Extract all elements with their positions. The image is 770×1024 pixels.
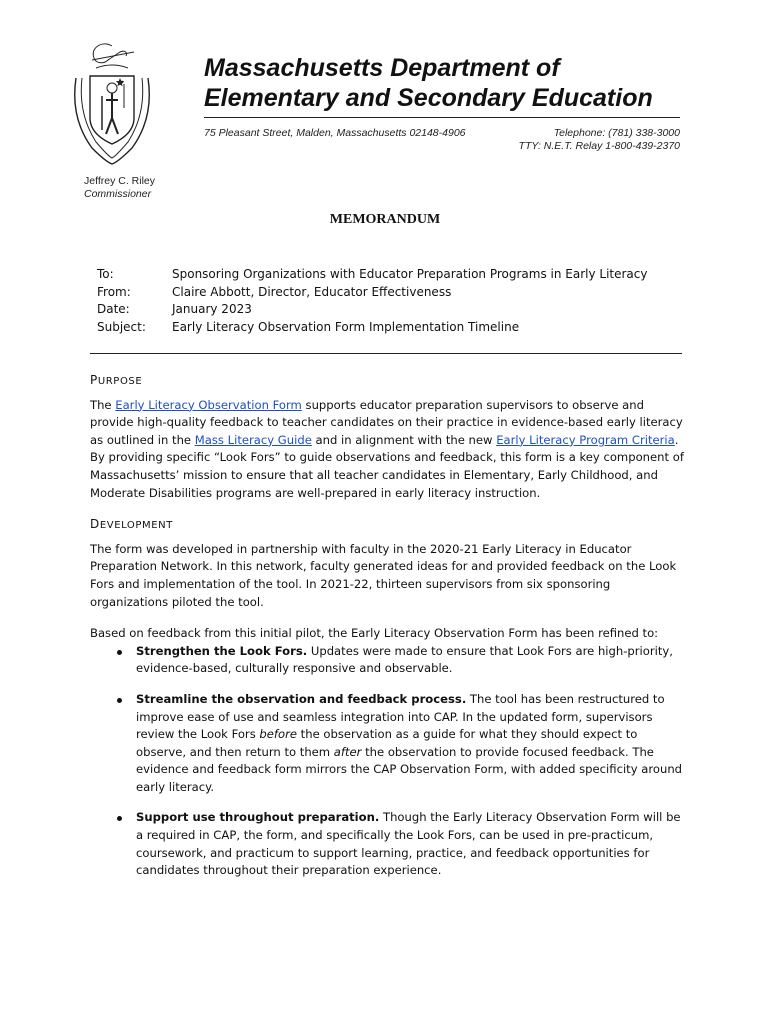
agency-telephone: Telephone: (781) 338-3000	[553, 127, 680, 139]
agency-address: 75 Pleasant Street, Malden, Massachusetts 02148-4906	[204, 127, 466, 139]
memo-body	[90, 372, 684, 880]
from-value: Claire Abbott, Director, Educator Effectiveness	[172, 284, 452, 299]
purpose-paragraph: The Early Literacy Observation Form supports educator preparation supervisors to observe and provide high-quality feedback to teacher candidates on their practice in evidence-based early literacy as outlined in the Mass Literacy Guide and in alignment with the new Early Literacy Program Criteria. By providing specific “Look Fors” to guide observations and feedback, this form is a key component of Massachusetts’ mission to ensure that all teacher candidates in Elementary, Early Childhood, and Moderate Disabilities programs are well-prepared in early literacy instruction.	[90, 397, 684, 500]
commissioner-block	[84, 175, 155, 201]
agency-name-line2: Elementary and Secondary Education	[204, 84, 653, 112]
subject-value: Early Literacy Observation Form Implementation Timeline	[172, 319, 520, 334]
development-refined-intro: Based on feedback from this initial pilot, the Early Literacy Observation Form has been refined to:	[90, 626, 659, 641]
to-label: To:	[97, 266, 114, 281]
early-literacy-observation-form-link[interactable]: Early Literacy Observation Form	[115, 397, 302, 412]
agency-name-line1: Massachusetts Department of	[204, 54, 560, 82]
list-item: Streamline the observation and feedback process. The tool has been restructured to improve ease of use and seamless integration into CAP. In the updated form, supervisors review the Look Fors before the observation as a guide for what they should expect to observe, and then return to them after the observation to provide focused feedback. The evidence and feedback form mirrors the CAP Observation Form, with added specificity around early literacy.	[90, 691, 684, 797]
mass-literacy-guide-link[interactable]: Mass Literacy Guide	[194, 432, 312, 447]
list-item: Support use throughout preparation. Though the Early Literacy Observation Form will be a required in CAP, the form, and specifically the Look Fors, can be used in pre-practicum, coursework, and practicum to support learning, practice, and feedback opportunities for candidates throughout their preparation experience.	[90, 809, 684, 879]
memo-title: MEMORANDUM	[329, 212, 441, 227]
refinement-list	[90, 643, 684, 880]
agency-tty: TTY: N.E.T. Relay 1-800-439-2370	[518, 140, 680, 152]
commissioner-name: Jeffrey C. Riley	[84, 175, 155, 187]
memo-subject-row	[97, 318, 648, 336]
memo-header-fields	[97, 265, 648, 336]
purpose-heading: PURPOSE	[90, 373, 143, 387]
subject-label: Subject:	[97, 319, 146, 334]
memo-from-row	[97, 283, 648, 301]
date-value: January 2023	[172, 302, 252, 317]
date-label: Date:	[97, 302, 130, 317]
development-heading: DEVELOPMENT	[90, 517, 173, 532]
memo-date-row	[97, 300, 648, 318]
memo-divider	[90, 353, 682, 354]
development-paragraph: The form was developed in partnership with faculty in the 2020-21 Early Literacy in Educator Preparation Network. In this network, faculty generated ideas for and provided feedback on the Look Fors and implementation of the tool. In 2021-22, thirteen supervisors from six sponsoring organizations piloted the tool.	[90, 541, 677, 609]
list-item: Strengthen the Look Fors. Updates were made to ensure that Look Fors are high-priority, evidence-based, culturally responsive and observable.	[90, 643, 684, 678]
to-value: Sponsoring Organizations with Educator Preparation Programs in Early Literacy	[172, 266, 648, 281]
early-literacy-program-criteria-link[interactable]: Early Literacy Program Criteria	[496, 432, 675, 447]
from-label: From:	[97, 284, 131, 299]
agency-header	[204, 53, 684, 113]
agency-contact	[519, 127, 680, 153]
memo-to-row	[97, 265, 648, 283]
commissioner-title: Commissioner	[84, 188, 152, 200]
massachusetts-seal-icon	[62, 38, 162, 168]
header-rule	[204, 117, 680, 118]
